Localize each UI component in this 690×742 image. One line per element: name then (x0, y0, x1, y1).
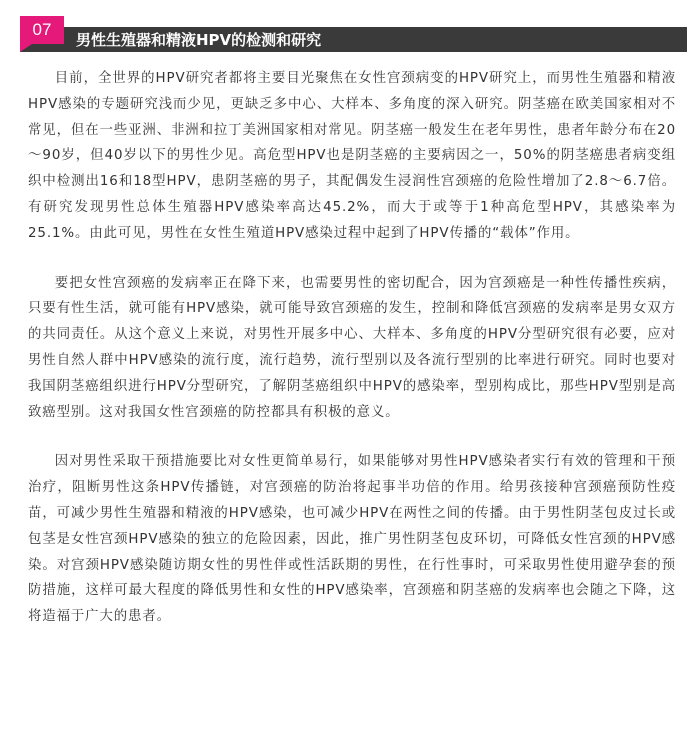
article-body (28, 66, 676, 630)
section-title: 男性生殖器和精液HPV的检测和研究 (76, 31, 322, 49)
section-number-badge (20, 16, 64, 44)
paragraph-2: 要把女性宫颈癌的发病率正在降下来，也需要男性的密切配合，因为宫颈癌是一种性传播性疾病，只要有性生活，就可能有HPV感染，就可能导致宫颈癌的发生，控制和降低宫颈癌的发病率是男女双方的共同责任。从这个意义上来说，对男性开展多中心、大样本、多角度的HPV分型研究很有必要，应对男性自然人群中HPV感染的流行度，流行趋势，流行型别以及各流行型别的比率进行研究。同时也要对我国阴茎癌组织进行HPV分型研究，了解阴茎癌组织中HPV的感染率，型别构成比，那些HPV型别是高致癌型别。这对我国女性宫颈癌的防控都具有积极的意义。 (28, 275, 676, 420)
paragraph-1: 目前，全世界的HPV研究者都将主要目光聚焦在女性宫颈病变的HPV研究上，而男性生殖器和精液HPV感染的专题研究浅而少见，更缺乏多中心、大样本、多角度的深入研究。阴茎癌在欧美国家相对不常见，但在一些亚洲、非洲和拉丁美洲国家相对常见。阴茎癌一般发生在老年男性，患者年龄分布在20～90岁，但40岁以下的男性少见。高危型HPV也是阴茎癌的主要病因之一，50%的阴茎癌患者病变组织中检测出16和18型HPV，患阴茎癌的男子，其配偶发生浸润性宫颈癌的危险性增加了2.8～6.7倍。有研究发现男性总体生殖器HPV感染率高达45.2%，而大于或等于1种高危型HPV，其感染率为25.1%。由此可见，男性在女性生殖道HPV感染过程中起到了HPV传播的“载体”作用。 (28, 71, 676, 241)
paragraph-3: 因对男性采取干预措施要比对女性更简单易行，如果能够对男性HPV感染者实行有效的管理和干预治疗，阻断男性这条HPV传播链，对宫颈癌的防治将起事半功倍的作用。给男孩接种宫颈癌预防性疫苗，可减少男性生殖器和精液的HPV感染，也可减少HPV在两性之间的传播。由于男性阴茎包皮过长或包茎是女性宫颈HPV感染的独立的危险因素，因此，推广男性阴茎包皮环切，可降低女性宫颈的HPV感染。对宫颈HPV感染随访期女性的男性伴或性活跃期的男性，在行性事时，可采取男性使用避孕套的预防措施，这样可最大程度的降低男性和女性的HPV感染率，宫颈癌和阴茎癌的发病率也会随之下降，这将造福于广大的患者。 (28, 454, 676, 625)
section-number: 07 (32, 20, 52, 39)
section-header (20, 16, 687, 52)
